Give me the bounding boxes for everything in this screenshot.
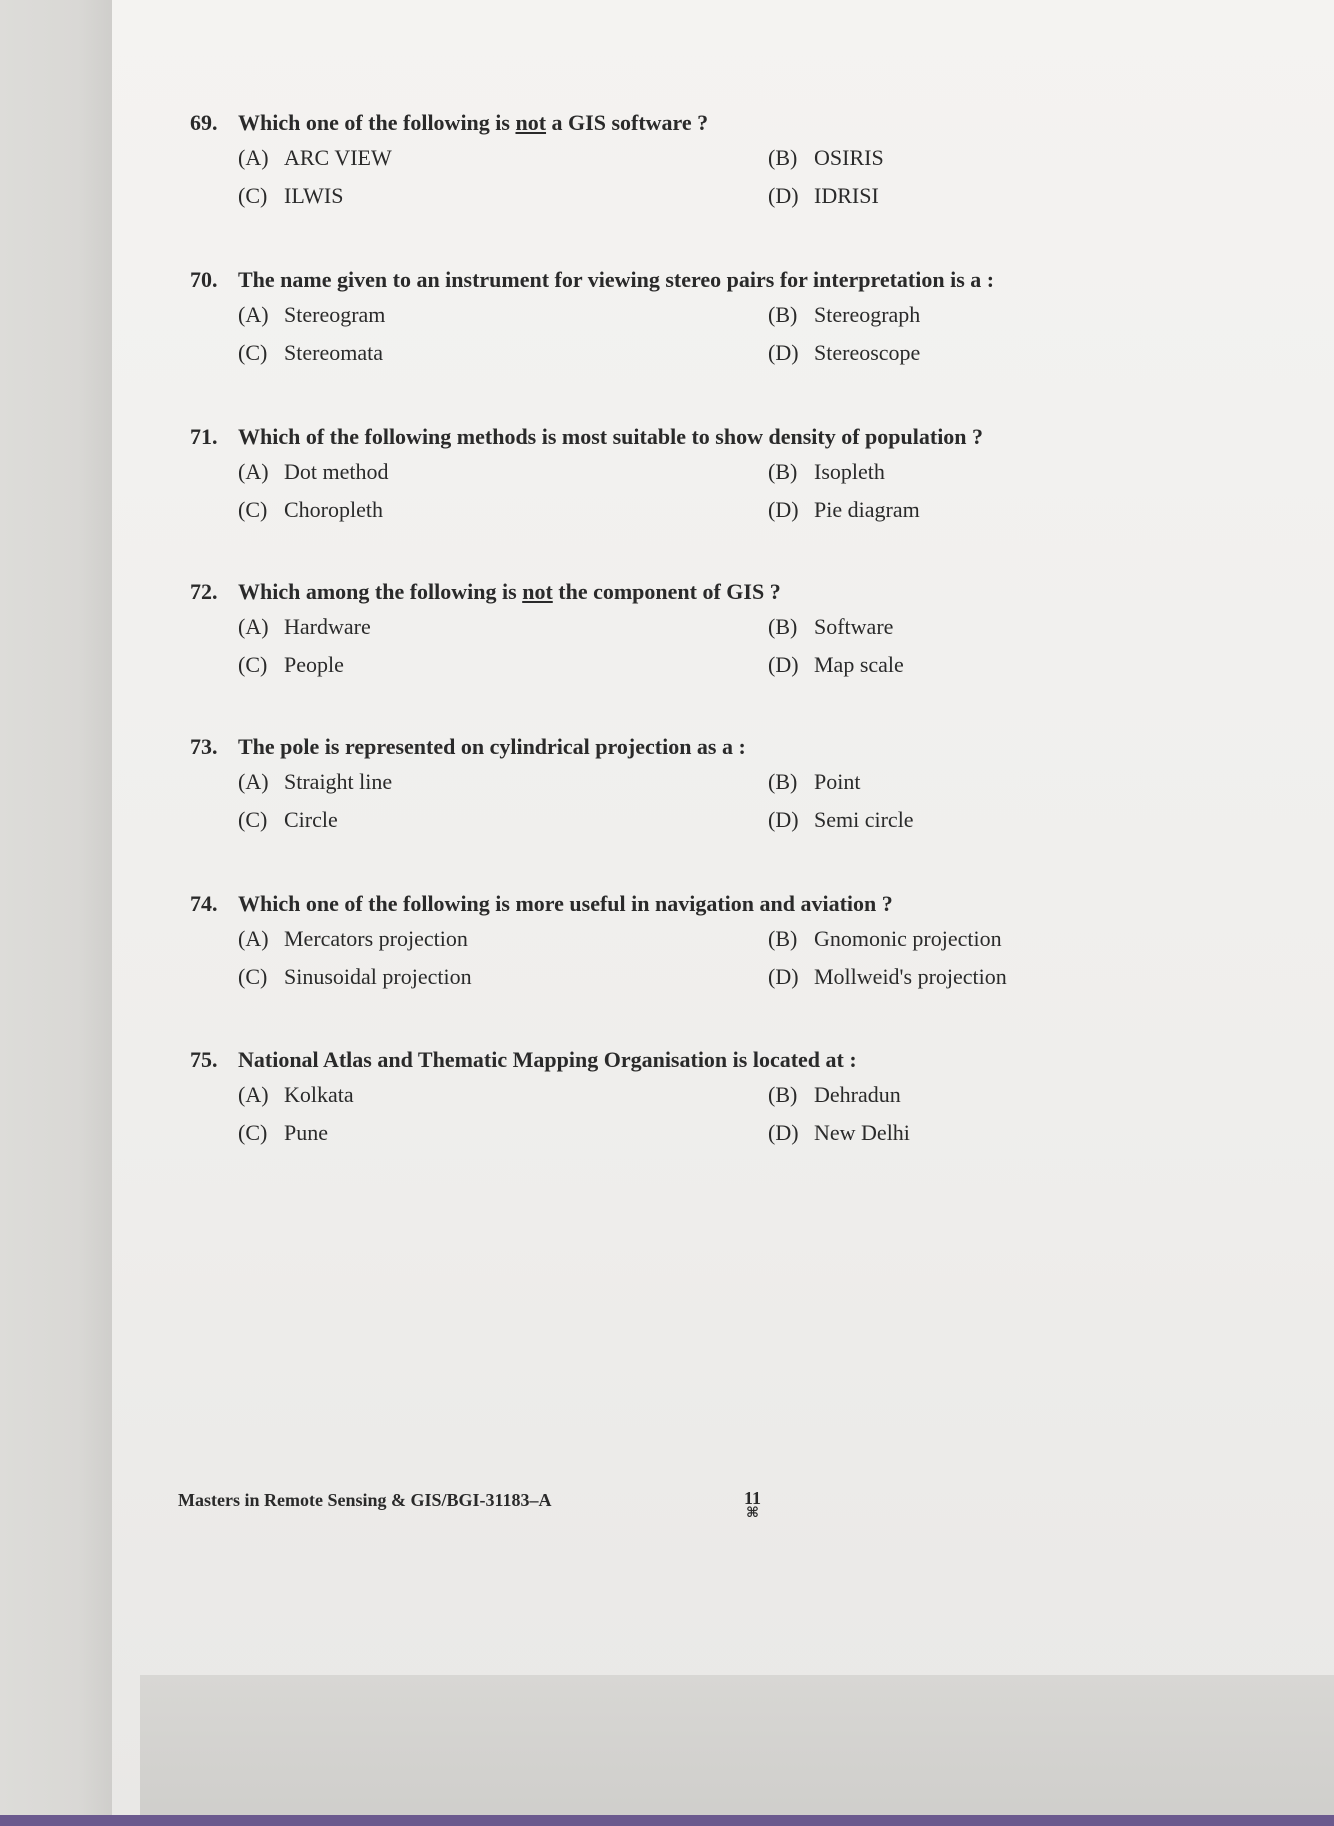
question-stem (190, 424, 1170, 450)
option-b: (B) Software (768, 614, 894, 639)
question-72 (190, 579, 1170, 679)
question-stem (190, 267, 1170, 293)
options-grid (238, 144, 1170, 210)
question-text: The name given to an instrument for viewing stereo pairs for interpretation is a : (238, 267, 995, 292)
question-70 (190, 267, 1170, 367)
question-74 (190, 891, 1170, 991)
options-grid (238, 768, 1170, 834)
question-75 (190, 1047, 1170, 1147)
option-c: (C) Choropleth (238, 497, 383, 522)
option-b: (B) Gnomonic projection (768, 926, 1002, 951)
options-grid (238, 613, 1170, 679)
option-d: (D) New Delhi (768, 1120, 910, 1145)
question-text: National Atlas and Thematic Mapping Organisation is located at : (238, 1047, 857, 1072)
question-71 (190, 424, 1170, 524)
question-stem (190, 579, 1170, 605)
option-b: (B) OSIRIS (768, 145, 884, 170)
question-text: The pole is represented on cylindrical projection as a : (238, 734, 746, 759)
scan-bottom-band (140, 1675, 1334, 1826)
option-c: (C) Pune (238, 1120, 328, 1145)
option-c: (C) People (238, 652, 344, 677)
options-grid (238, 1081, 1170, 1147)
question-stem (190, 734, 1170, 760)
option-a: (A) Kolkata (238, 1082, 354, 1107)
option-c: (C) Sinusoidal projection (238, 964, 472, 989)
question-text: Which among the following is not the component of GIS ? (238, 579, 781, 604)
option-b: (B) Stereograph (768, 302, 921, 327)
option-c: (C) ILWIS (238, 183, 344, 208)
option-a: (A) ARC VIEW (238, 145, 392, 170)
option-a: (A) Mercators projection (238, 926, 468, 951)
options-grid (238, 458, 1170, 524)
question-text: Which one of the following is not a GIS software ? (238, 110, 709, 135)
question-number: 71. (190, 424, 218, 449)
paper-code-footer: Masters in Remote Sensing & GIS/BGI-31183–A (178, 1490, 552, 1510)
scan-bottom-edge (0, 1815, 1334, 1826)
option-c: (C) Stereomata (238, 340, 383, 365)
option-d: (D) Mollweid's projection (768, 964, 1007, 989)
scan-margin (0, 0, 112, 1826)
underlined-word: not (522, 579, 553, 604)
option-d: (D) Pie diagram (768, 497, 920, 522)
option-a: (A) Dot method (238, 459, 389, 484)
question-number: 75. (190, 1047, 218, 1072)
option-b: (B) Dehradun (768, 1082, 901, 1107)
underlined-word: not (515, 110, 547, 135)
option-a: (A) Stereogram (238, 302, 386, 327)
question-number: 72. (190, 579, 218, 604)
options-grid (238, 925, 1170, 991)
option-d: (D) Map scale (768, 652, 904, 677)
question-number: 69. (190, 110, 218, 135)
question-number: 74. (190, 891, 218, 916)
question-69 (190, 110, 1170, 210)
option-d: (D) Semi circle (768, 807, 914, 832)
option-c: (C) Circle (238, 807, 338, 832)
question-number: 70. (190, 267, 218, 292)
question-number: 73. (190, 734, 218, 759)
option-a: (A) Hardware (238, 614, 371, 639)
question-stem (190, 891, 1170, 917)
option-b: (B) Isopleth (768, 459, 885, 484)
options-grid (238, 301, 1170, 367)
page-number: 11 ⌘ (744, 1488, 762, 1521)
question-stem (190, 1047, 1170, 1073)
question-stem (190, 110, 1170, 136)
question-text: Which of the following methods is most suitable to show density of population ? (238, 424, 984, 449)
option-d: (D) IDRISI (768, 183, 879, 208)
option-b: (B) Point (768, 769, 861, 794)
question-text: Which one of the following is more useful in navigation and aviation ? (238, 891, 893, 916)
option-a: (A) Straight line (238, 769, 393, 794)
option-d: (D) Stereoscope (768, 340, 921, 365)
page-mark-icon: ⌘ (746, 1506, 759, 1521)
question-73 (190, 734, 1170, 834)
